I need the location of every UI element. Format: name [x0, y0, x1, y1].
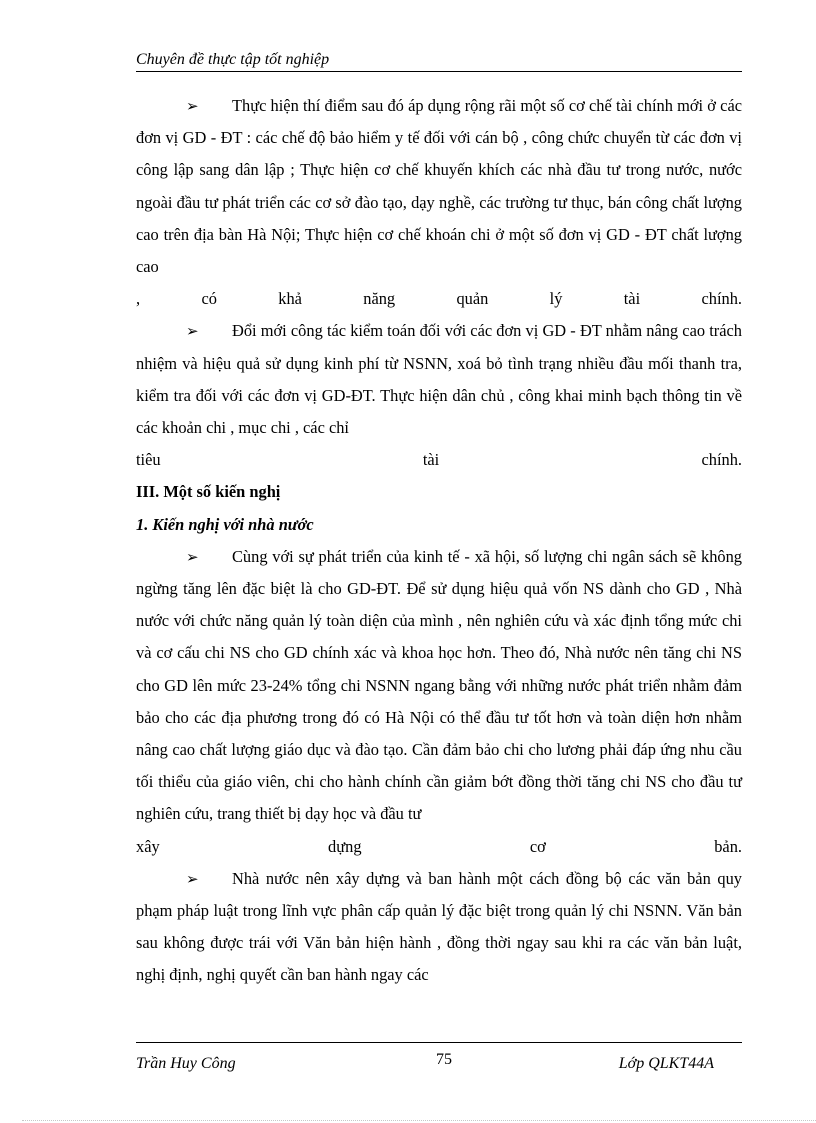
arrow-bullet-icon: ➢ [186, 547, 199, 566]
page-number: 75 [436, 1051, 452, 1068]
paragraph-2-last-line: tiêu tài chính. [136, 450, 742, 470]
paragraph-1 [136, 90, 742, 283]
footer-author: Trần Huy Công [136, 1055, 236, 1072]
arrow-bullet-icon: ➢ [186, 322, 199, 341]
footer-class: Lớp QLKT44A [618, 1055, 714, 1072]
paragraph-4-text: Nhà nước nên xây dựng và ban hành một cách đồng bộ các văn bản quy phạm pháp luật trong lĩnh vực phân cấp quản lý đặc biệt trong quản lý chi NSNN. Văn bản sau không được trái với Văn bản hiện hành , đồng thời ngay sau khi ra các văn bản luật, nghị định, nghị quyết cần ban hành ngay các [136, 868, 742, 985]
paragraph-4 [136, 863, 742, 992]
page-edge-divider [22, 1120, 816, 1121]
paragraph-1-last-line: , có khả năng quản lý tài chính. [136, 289, 742, 309]
header-title: Chuyên đề thực tập tốt nghiệp [136, 51, 330, 68]
subsection-heading: 1. Kiến nghị với nhà nước [136, 514, 314, 534]
paragraph-3-text: Cùng với sự phát triển của kinh tế - xã hội, số lượng chi ngân sách sẽ không ngừng tăng lên đặc biệt là cho GD-ĐT. Để sử dụng hiệu quả vốn NS dành cho GD , Nhà nước với chức năng quản lý toàn diện của mình , nên nghiên cứu và xác định tổng mức chi và cơ cấu chi NS cho GD chính xác và khoa học hơn. Theo đó, Nhà nước nên tăng chi NS cho GD lên mức 23-24% tổng chi NSNN ngang bằng với những nước phát triển nhằm đảm bảo cho các địa phương trong đó có Hà Nội có thể đầu tư tốt hơn và toàn diện hơn nhằm nâng cao chất lượng giáo dục và đào tạo. Cần đảm bảo chi cho lương phải đáp ứng nhu cầu tối thiểu của giáo viên, chi cho hành chính cần giảm bớt đồng thời tăng chi NS cho đầu tư nghiên cứu, trang thiết bị dạy học và đầu tư [136, 546, 742, 824]
paragraph-2-text: Đổi mới công tác kiểm toán đối với các đơn vị GD - ĐT nhằm nâng cao trách nhiệm và hiệu quả sử dụng kinh phí từ NSNN, xoá bỏ tình trạng nhiều đầu mối thanh tra, kiểm tra đối với các đơn vị GD-ĐT. Thực hiện dân chủ , công khai minh bạch thông tin về các khoản chi , mục chi , các chỉ [136, 321, 742, 438]
paragraph-3-last-line: xây dựng cơ bản. [136, 836, 742, 856]
page-footer [136, 1042, 742, 1071]
arrow-bullet-icon: ➢ [186, 869, 199, 888]
document-body [136, 90, 742, 992]
paragraph-2 [136, 315, 742, 444]
section-heading: III. Một số kiến nghị [136, 482, 281, 502]
paragraph-3 [136, 541, 742, 831]
running-header [136, 50, 742, 72]
paragraph-1-text: Thực hiện thí điểm sau đó áp dụng rộng rãi một số cơ chế tài chính mới ở các đơn vị GD - ĐT : các chế độ bảo hiểm y tế đối với cán bộ , công chức chuyển từ các đơn vị công lập sang dân lập ; Thực hiện cơ chế khuyến khích các nhà đầu tư trong nước, nước ngoài đầu tư phát triển các cơ sở đào tạo, dạy nghề, các trường tư thục, bán công chất lượng cao trên địa bàn Hà Nội; Thực hiện cơ chế khoán chi ở một số đơn vị GD - ĐT chất lượng cao [136, 96, 742, 277]
arrow-bullet-icon: ➢ [186, 97, 199, 115]
